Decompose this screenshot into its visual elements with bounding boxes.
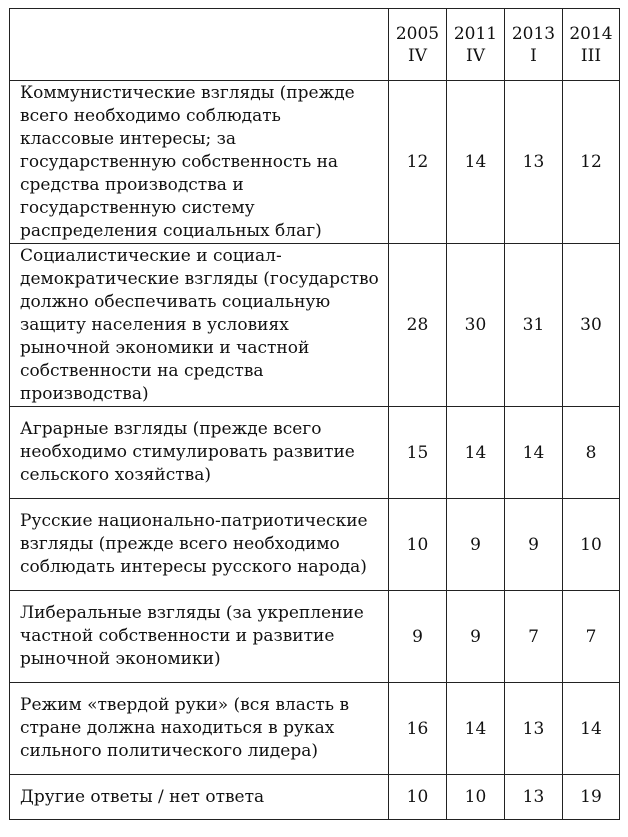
- value-cell: 30: [563, 244, 620, 407]
- header-empty-cell: [10, 9, 389, 81]
- row-label: Другие ответы / нет ответа: [10, 775, 389, 820]
- row-label: Коммунистические взгляды (прежде всего необходимо соблюдать классовые интересы; за государственную собственность на средства производства и государственную систему распределения социальных благ): [10, 81, 389, 244]
- value-cell: 14: [447, 81, 505, 244]
- header-cell-2011-iv: [447, 9, 505, 81]
- value-cell: 28: [389, 244, 447, 407]
- value-cell: 10: [447, 775, 505, 820]
- table-row-other: [10, 775, 620, 820]
- value-cell: 7: [563, 591, 620, 683]
- table-row-liberal: [10, 591, 620, 683]
- table-row-agrarian: [10, 407, 620, 499]
- header-year: 2013: [511, 23, 556, 44]
- header-year: 2005: [395, 23, 440, 44]
- value-cell: 10: [389, 775, 447, 820]
- header-quarter: IV: [408, 45, 427, 66]
- value-cell: 9: [505, 499, 563, 591]
- header-quarter: III: [580, 45, 602, 66]
- value-cell: 14: [505, 407, 563, 499]
- value-cell: 13: [505, 81, 563, 244]
- header-cell-2013-i: [505, 9, 563, 81]
- value-cell: 13: [505, 775, 563, 820]
- header-cell-2005-iv: [389, 9, 447, 81]
- row-label: Режим «твердой руки» (вся власть в стране должна находиться в руках сильного политического лидера): [10, 683, 389, 775]
- row-label: Либеральные взгляды (за укрепление частной собственности и развитие рыночной экономики): [10, 591, 389, 683]
- table-row-strong-hand: [10, 683, 620, 775]
- value-cell: 14: [447, 407, 505, 499]
- value-cell: 9: [447, 591, 505, 683]
- table-row-communist: [10, 81, 620, 244]
- value-cell: 15: [389, 407, 447, 499]
- header-row: [10, 9, 620, 81]
- value-cell: 8: [563, 407, 620, 499]
- value-cell: 10: [563, 499, 620, 591]
- header-year: 2014: [569, 23, 613, 44]
- row-label: Аграрные взгляды (прежде всего необходимо стимулировать развитие сельского хозяйства): [10, 407, 389, 499]
- header-cell-2014-iii: [563, 9, 620, 81]
- header-quarter: I: [530, 45, 537, 66]
- value-cell: 12: [389, 81, 447, 244]
- value-cell: 7: [505, 591, 563, 683]
- header-year: 2011: [453, 23, 498, 44]
- value-cell: 30: [447, 244, 505, 407]
- header-quarter: IV: [466, 45, 485, 66]
- row-label: Русские национально-патриотические взгляды (прежде всего необходимо соблюдать интересы русского народа): [10, 499, 389, 591]
- value-cell: 10: [389, 499, 447, 591]
- value-cell: 14: [563, 683, 620, 775]
- survey-table: [9, 8, 620, 820]
- table-row-national-patriotic: [10, 499, 620, 591]
- value-cell: 14: [447, 683, 505, 775]
- value-cell: 31: [505, 244, 563, 407]
- value-cell: 12: [563, 81, 620, 244]
- value-cell: 19: [563, 775, 620, 820]
- row-label: Социалистические и социал-демократические взгляды (государство должно обеспечивать социальную защиту населения в условиях рыночной экономики и частной собственности на средства производства): [10, 244, 389, 407]
- value-cell: 13: [505, 683, 563, 775]
- value-cell: 9: [447, 499, 505, 591]
- table-row-social-democratic: [10, 244, 620, 407]
- value-cell: 16: [389, 683, 447, 775]
- value-cell: 9: [389, 591, 447, 683]
